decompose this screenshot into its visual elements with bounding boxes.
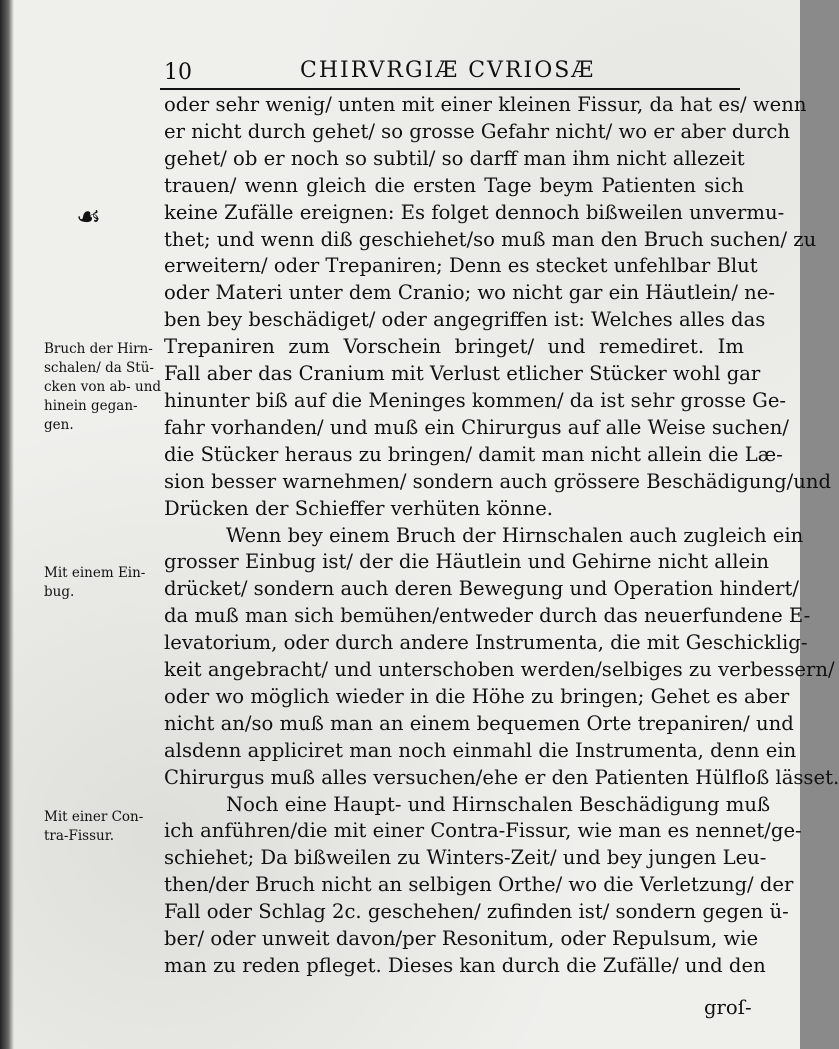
fleuron-ornament-icon: ☙ (76, 200, 102, 233)
text-line: oder sehr wenig/ unten mit einer kleinen Fissur, da hat es/ wenn (164, 93, 807, 116)
text-line: erweitern/ oder Trepaniren; Denn es stecket unfehlbar Blut (164, 254, 758, 278)
text-line: keine Zufälle ereignen: Es folget dennoch bißweilen unvermu- (164, 200, 785, 224)
margin-note-depression (44, 564, 160, 602)
text-line: Wenn bey einem Bruch der Hirnschalen auch zugleich ein (226, 523, 804, 547)
margin-note-contra-fissure (44, 808, 160, 846)
margin-note-line: Bruch der Hirn- (44, 341, 153, 357)
text-line: ber/ oder unweit davon/per Resonitum, oder Repulsum, wie (164, 927, 759, 951)
margin-note-line: tra-Fissur. (44, 828, 114, 844)
text-line: then/der Bruch nicht an selbigen Orthe/ wo die Verletzung/ der (164, 873, 794, 897)
margin-note-line: bug. (44, 584, 75, 600)
text-line: drücket/ sondern auch deren Bewegung und Operation hindert/ (164, 577, 800, 601)
text-line: grosser Einbug ist/ der die Häutlein und Gehirne nicht allein (164, 550, 769, 574)
page-header (160, 54, 740, 90)
text-line: ben bey beschädiget/ oder angegriffen ist: Welches alles das (164, 308, 766, 332)
text-line: Chirurgus muß alles versuchen/ehe er den Patienten Hülfloß lässet. (164, 765, 839, 789)
text-line: Drücken der Schieffer verhüten könne. (164, 496, 554, 520)
text-line: hinunter biß auf die Meninges kommen/ da ist sehr grosse Ge- (164, 388, 787, 412)
text-line: oder wo möglich wieder in die Höhe zu bringen; Gehet es aber (164, 684, 790, 708)
text-line: levatorium, oder durch andere Instrumenta, die mit Geschicklig- (164, 631, 808, 655)
text-line: ich anführen/die mit einer Contra-Fissur, wie man es nennet/ge- (164, 819, 802, 843)
text-line: fahr vorhanden/ und muß ein Chirurgus auf alle Weise suchen/ (164, 415, 789, 439)
text-line: gehet/ ob er noch so subtil/ so darff man ihm nicht allezeit (164, 146, 745, 170)
page-number: 10 (164, 60, 192, 85)
margin-note-line: gen. (44, 417, 74, 433)
margin-note-line: cken von ab- und (44, 379, 162, 395)
text-line: thet; und wenn diß geschiehet/so muß man den Bruch suchen/ zu (164, 227, 817, 251)
text-line: alsdenn appliciret man noch einmahl die Instrumenta, denn ein (164, 738, 797, 762)
margin-note-fracture (44, 340, 160, 435)
binding-shadow (0, 0, 14, 1049)
text-line: sion besser warnehmen/ sondern auch grössere Beschädigung/und (164, 469, 832, 493)
text-line: schiehet; Da bißweilen zu Winters-Zeit/ und bey jungen Leu- (164, 846, 767, 870)
margin-note-line: Mit einem Ein- (44, 565, 146, 581)
text-line: die Stücker heraus zu bringen/ damit man nicht allein die Læ- (164, 442, 783, 466)
margin-note-line: hinein gegan- (44, 398, 138, 414)
text-line: trauen/ wenn gleich die ersten Tage beym Patienten sich (164, 173, 744, 197)
text-line: Noch eine Haupt- und Hirnschalen Beschädigung muß (226, 792, 771, 816)
text-line: Fall aber das Cranium mit Verlust etlicher Stücker wohl gar (164, 362, 761, 386)
text-line: keit angebracht/ und unterschoben werden/selbiges zu verbessern/ (164, 658, 835, 682)
body-text (164, 92, 839, 980)
catchword: groſ- (704, 996, 752, 1019)
text-line: Fall oder Schlag 2c. geschehen/ zufinden ist/ sondern gegen ü- (164, 900, 789, 924)
running-title: CHIRVRGIÆ CVRIOSÆ (300, 58, 596, 83)
text-line: nicht an/so muß man an einem bequemen Orte trepaniren/ und (164, 711, 794, 735)
text-line: Trepaniren zum Vorschein bringet/ und remediret. Im (164, 335, 744, 359)
text-line: man zu reden pfleget. Dieses kan durch die Zufälle/ und den (164, 954, 766, 977)
margin-note-line: schalen/ da Stü- (44, 360, 154, 376)
text-line: da muß man sich bemühen/entweder durch das neuerfundene E- (164, 604, 811, 628)
text-line: oder Materi unter dem Cranio; wo nicht gar ein Häutlein/ ne- (164, 281, 775, 305)
margin-note-line: Mit einer Con- (44, 809, 144, 825)
text-line: er nicht durch gehet/ so grosse Gefahr nicht/ wo er aber durch (164, 119, 790, 143)
